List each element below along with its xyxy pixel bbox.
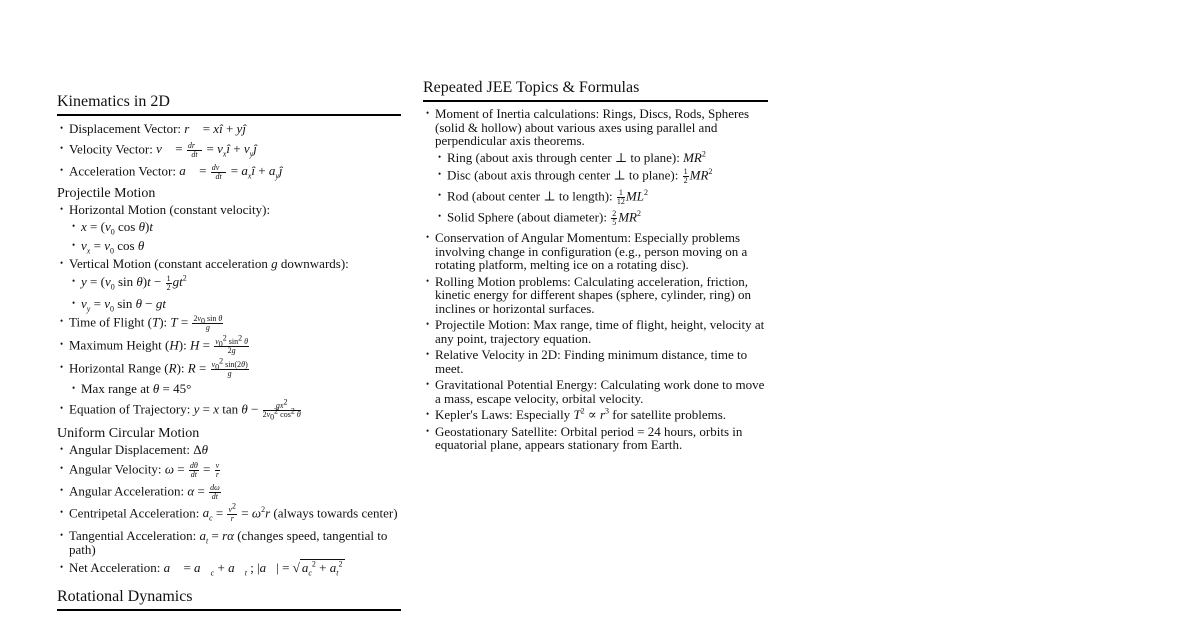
- list-item: [57, 275, 401, 292]
- formula: a⃗ = $\frac{dv⃗}{dt}$ = $a_xî$ + $a_yĵ$: [179, 162, 283, 181]
- angular-displacement-label: Angular Displacement:: [69, 441, 194, 457]
- kepler-text-end: for satellite problems.: [609, 407, 727, 422]
- list-item: • Rod (about center ⊥ to length): $\frac{1}{12}$ $ML^2$: [423, 189, 768, 206]
- range-label: Horizontal Range (: [69, 360, 169, 376]
- list-item: • Solid Sphere (about diameter): $\frac{2}{5}$ $MR^2$: [423, 210, 768, 227]
- list-item: [57, 295, 401, 314]
- list-item: [423, 107, 768, 148]
- moi-text: Moment of Inertia calculations: Rings, Discs, Rods, Spheres (solid & hollow) about various axes using parallel and perpendicular axis theorems.: [435, 106, 750, 148]
- list-item: • Disc (about axis through center ⊥ to plane): $\frac{1}{2}$ $MR^2$: [423, 168, 768, 185]
- formula: $v_y = v_0$ sin θ − gt: [81, 295, 166, 314]
- disc-text: Disc (about axis through center ⊥ to plane):: [447, 167, 682, 183]
- net-acceleration-label: Net Acceleration:: [69, 560, 164, 575]
- kepler-text: Kepler's Laws: Especially: [435, 407, 574, 422]
- centripetal-note: (always towards center): [270, 505, 398, 521]
- formula: $x = (v_0$ cos θ)t: [81, 219, 153, 237]
- angular-momentum-text: Conservation of Angular Momentum: Especially problems involving change in configuration (e.g., person moving on a rotating platform, melting ice on a rotating disc).: [435, 230, 748, 272]
- list-item: [57, 203, 401, 217]
- list-item: [423, 425, 768, 452]
- list-item: • Max range at θ = 45°: [57, 382, 401, 396]
- kinematics-heading: Kinematics in 2D: [57, 92, 401, 116]
- list-item: • Angular Velocity: ω = $\frac{d\theta}{dt}$ = $\frac{v}{r}$: [57, 462, 401, 479]
- tangential-note: (changes speed, tangential to path): [69, 528, 388, 557]
- trajectory-label: Equation of Trajectory:: [69, 400, 194, 416]
- tangential-label: Tangential Acceleration:: [69, 528, 200, 543]
- velocity-label: Velocity Vector:: [69, 140, 157, 156]
- list-item: • Time of Flight (T): T = $\frac{2v_0 \sin \theta}{g}$: [57, 315, 401, 332]
- jee-topics-list: [423, 107, 768, 452]
- rod-text: Rod (about center ⊥ to length):: [447, 188, 616, 204]
- vertical-motion-label: Vertical Motion (constant acceleration: [69, 256, 272, 271]
- circular-heading: Uniform Circular Motion: [57, 425, 200, 441]
- list-item: • Angular Acceleration: α = $\frac{d\omega}{dt}$: [57, 484, 401, 501]
- relative-velocity-text: Relative Velocity in 2D: Finding minimum distance, time to meet.: [435, 347, 748, 376]
- formula: $y = (v_0$ sin θ)t − $\frac{1}{2}$ $gt^2$: [81, 273, 187, 292]
- list-item: [57, 122, 401, 136]
- list-item: • Net Acceleration: a⃗ = $a⃗_c$ + $a⃗_t$ ; |a⃗| = √ $a_c^2 + a_t^2$: [57, 561, 401, 575]
- projectile-list: [57, 201, 401, 422]
- list-item: • Maximum Height (H): H = $\frac{v_0^2 \sin^2 \theta}{2g}$: [57, 338, 401, 355]
- list-item: • Tangential Acceleration: $a_t = r\alpha$ (changes speed, tangential to path): [57, 529, 401, 556]
- list-item: • Centripetal Acceleration: $a_c$ = $\frac{v^2}{r}$ = $\omega^2r$ (always towards center): [57, 506, 401, 523]
- list-item: [57, 142, 401, 159]
- angular-acceleration-label: Angular Acceleration:: [69, 483, 188, 499]
- formula: $v_x = v_0$ cos θ: [81, 237, 145, 256]
- max-height-label: Maximum Height (: [69, 337, 170, 353]
- rotational-heading: Rotational Dynamics: [57, 587, 401, 611]
- displacement-label: Displacement Vector:: [69, 121, 185, 136]
- list-item: [423, 231, 768, 272]
- list-item: [423, 275, 768, 316]
- circular-list: [57, 441, 401, 578]
- angular-velocity-label: Angular Velocity:: [69, 461, 165, 477]
- list-item: [57, 237, 401, 256]
- list-item: [57, 219, 401, 237]
- projectile-heading: Projectile Motion: [57, 185, 156, 201]
- formula: v⃗ = $\frac{dr⃗}{dt}$ = $v_xî$ + $v_yĵ$: [156, 140, 257, 159]
- list-item: • Angular Displacement: Δθ: [57, 443, 401, 457]
- ring-text: Ring (about axis through center ⊥ to plane):: [447, 149, 684, 165]
- vertical-motion-label-end: downwards):: [277, 256, 349, 271]
- centripetal-label: Centripetal Acceleration:: [69, 505, 203, 521]
- kinematics-column: [57, 92, 401, 611]
- list-item: [423, 348, 768, 375]
- list-item: [57, 164, 401, 181]
- list-item: • Ring (about axis through center ⊥ to plane): $MR^2$: [423, 151, 768, 165]
- acceleration-label: Acceleration Vector:: [69, 162, 180, 178]
- max-range-label: Max range at: [81, 381, 153, 396]
- jee-topics-heading: Repeated JEE Topics & Formulas: [423, 78, 768, 102]
- grav-potential-text: Gravitational Potential Energy: Calculating work done to move a mass, escape velocity, orbital velocity.: [435, 377, 765, 406]
- sphere-text: Solid Sphere (about diameter):: [447, 209, 611, 225]
- horizontal-motion-label: Horizontal Motion (constant velocity):: [69, 201, 271, 217]
- projectile-text: Projectile Motion: Max range, time of flight, height, velocity at any point, trajectory equation.: [435, 317, 765, 346]
- geostationary-text: Geostationary Satellite: Orbital period = 24 hours, orbits in equatorial plane, appears stationary from Earth.: [435, 423, 743, 452]
- list-item: • Kepler's Laws: Especially $T^2 \propto r^3$ for satellite problems.: [423, 408, 768, 422]
- rolling-text: Rolling Motion problems: Calculating acceleration, friction, kinetic energy for different shapes (sphere, cylinder, ring) on inclines or horizontal surfaces.: [435, 273, 751, 316]
- list-item: [423, 318, 768, 345]
- list-item: • Horizontal Range (R): R = $\frac{v_0^2 \sin(2\theta)}{g}$: [57, 361, 401, 378]
- list-item: [423, 378, 768, 405]
- kinematics-list: [57, 122, 401, 181]
- time-of-flight-label: Time of Flight (: [69, 314, 152, 330]
- list-item: • Equation of Trajectory: y = x tan θ − $\frac{gx^2}{2v_0^2 \cos^2 \theta}$: [57, 402, 401, 419]
- jee-topics-column: [423, 78, 768, 452]
- formula: r⃗ = xî + yĵ: [184, 121, 246, 136]
- list-item: • Vertical Motion (constant acceleration g downwards):: [57, 257, 401, 271]
